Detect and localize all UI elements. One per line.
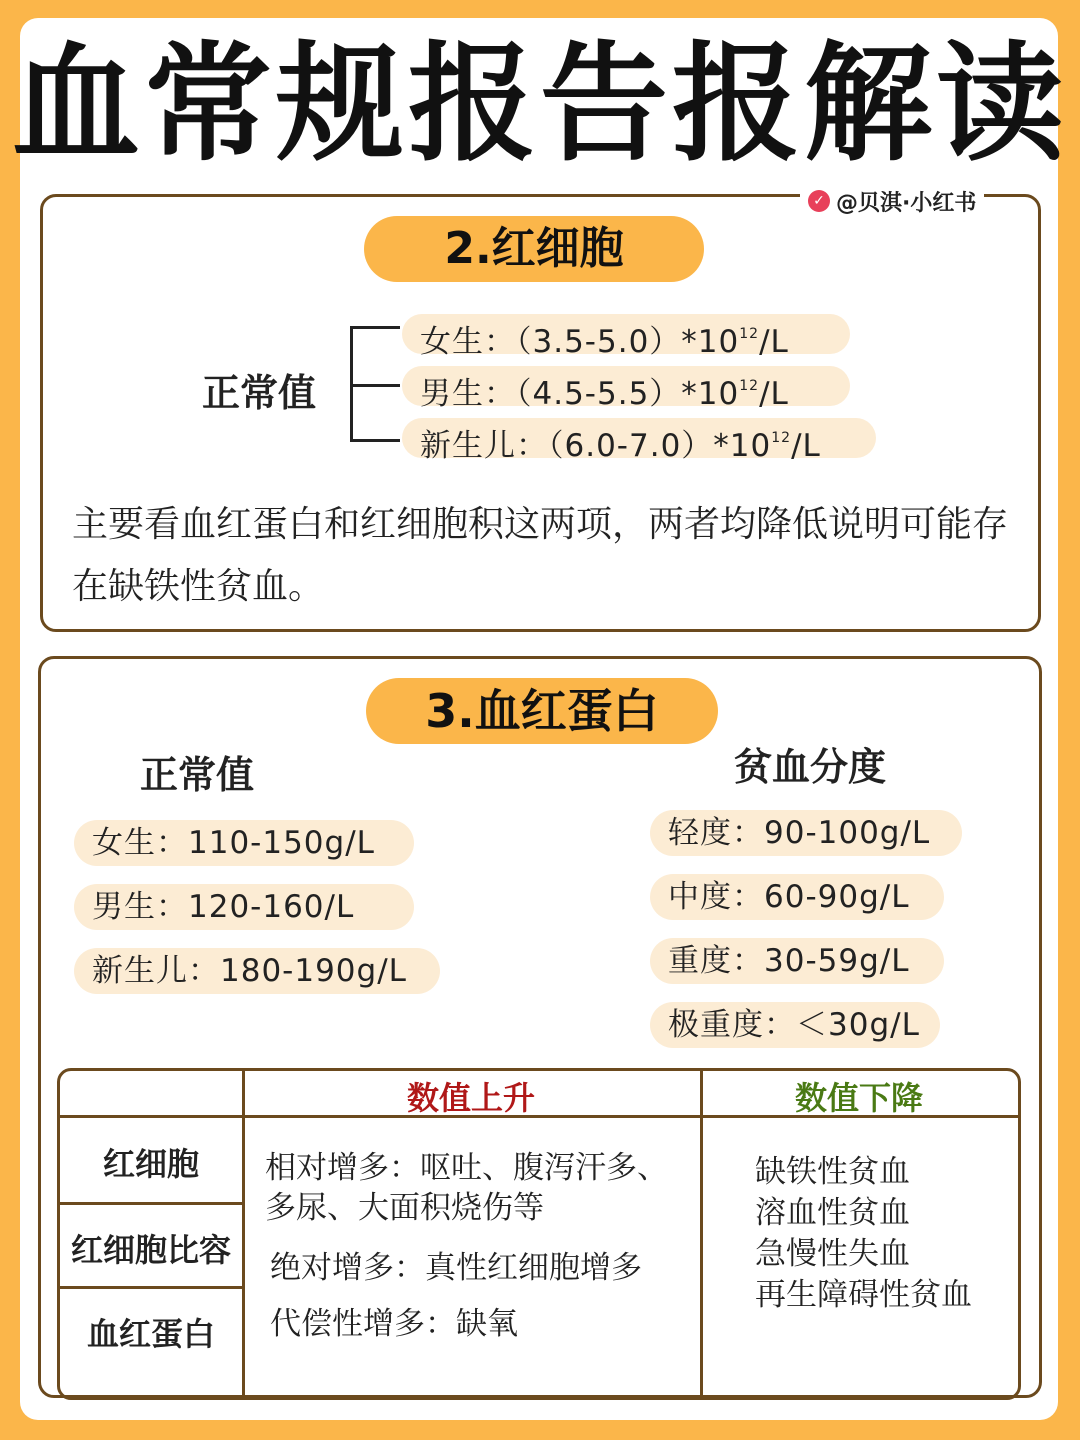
row-label-hct: 红细胞比容 (70, 1231, 231, 1269)
hb-normal-label: 正常值 (140, 753, 255, 797)
fall-item: 急慢性失血 (755, 1236, 910, 1272)
bracket-tick (350, 326, 400, 329)
heart-check-icon: ✓ (808, 190, 830, 212)
rbc-normal-label: 正常值 (202, 371, 317, 415)
interpretation-table (57, 1068, 1021, 1400)
bracket-tick (350, 439, 400, 442)
table-divider (60, 1286, 242, 1289)
anemia-moderate: 中度：60-90g/L (650, 874, 944, 920)
rise-item: 代偿性增多：缺氧 (270, 1306, 518, 1342)
brand-watermark (800, 186, 984, 216)
rise-item: 多尿、大面积烧伤等 (265, 1190, 544, 1226)
hb-normal-male: 男生：120-160/L (74, 884, 414, 930)
fall-item: 缺铁性贫血 (755, 1154, 910, 1190)
rise-item: 绝对增多：真性红细胞增多 (270, 1250, 642, 1286)
page-title: 血常规报告报解读 (11, 30, 1068, 179)
col-header-rise: 数值上升 (406, 1079, 535, 1117)
table-divider (60, 1202, 242, 1205)
rbc-range-newborn: 新生儿：$(6.0-7.0)*10^{12}/L$ (402, 418, 876, 458)
row-label-hb: 血红蛋白 (86, 1315, 215, 1353)
rbc-range-male: 男生：$(4.5-5.5)*10^{12}/L$ (402, 366, 850, 406)
bracket-tick (350, 384, 400, 387)
rbc-description: 主要看血红蛋白和红细胞积这两项，两者均降低说明可能存在缺铁性贫血。 (72, 504, 1009, 607)
anemia-extreme: 极重度：＜30g/L (650, 1002, 940, 1048)
anemia-grade-label: 贫血分度 (734, 745, 887, 789)
rise-item: 相对增多：呕吐、腹泻汗多、 (265, 1150, 668, 1186)
rbc-range-female: 女生：$(3.5-5.0)*10^{12}/L$ (402, 314, 850, 354)
rbc-section-title: 2.红细胞 (364, 216, 704, 282)
hb-section-title: 3.血红蛋白 (366, 678, 718, 744)
col-header-fall: 数值下降 (794, 1079, 923, 1117)
fall-item: 再生障碍性贫血 (755, 1277, 972, 1313)
anemia-severe: 重度：30-59g/L (650, 938, 944, 984)
table-divider (242, 1071, 245, 1397)
hb-normal-female: 女生：110-150g/L (74, 820, 414, 866)
hb-normal-newborn: 新生儿：180-190g/L (74, 948, 440, 994)
anemia-mild: 轻度：90-100g/L (650, 810, 962, 856)
fall-item: 溶血性贫血 (755, 1195, 910, 1231)
brand-text: @贝淇·小红书 (836, 190, 977, 216)
row-label-rbc: 红细胞 (102, 1145, 199, 1183)
table-divider (700, 1071, 703, 1397)
